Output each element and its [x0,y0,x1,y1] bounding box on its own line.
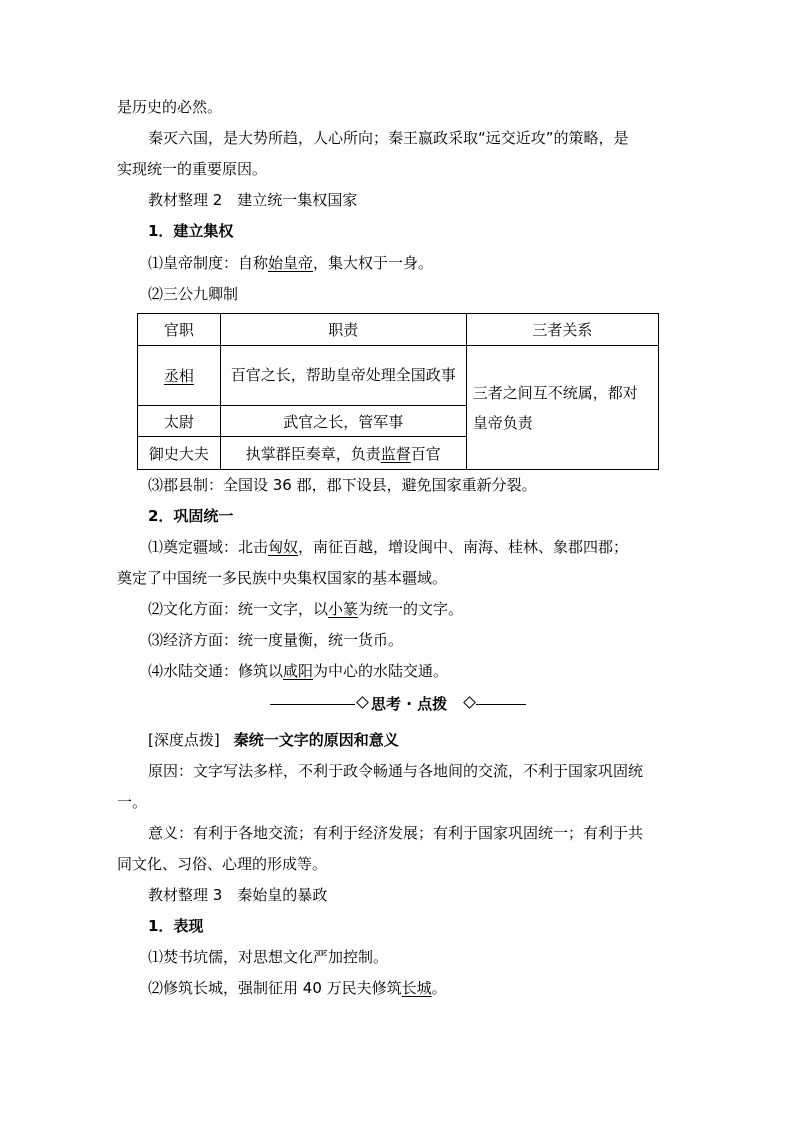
underlined-term: 始皇帝 [268,254,314,272]
deep-heading [148,730,399,750]
item-text: ⑵修筑长城，强制征用 40 万民夫修筑 [148,979,402,997]
officials-table [137,313,659,470]
header-cell: 三者关系 [466,314,658,346]
table-row [138,346,659,406]
underlined-term: 丞相 [163,367,194,385]
header-cell: 官职 [138,314,221,346]
divider-rule [476,704,526,705]
underlined-term: 长城 [401,979,432,997]
list-item: ⑶郡县制：全国设 36 郡，郡下设县，避免国家重新分裂。 [148,476,537,494]
subsection-heading: 2．巩固统一 [148,507,234,525]
duty-text: 百官 [410,444,441,463]
list-item [148,661,448,681]
list-item: ⑵三公九卿制 [148,285,239,303]
text-line: 一。 [117,793,148,811]
think-label: 思考 · 点拨 [371,695,448,713]
list-item: ⑶经济方面：统一度量衡，统一货币。 [148,631,404,649]
relation-text: 三者之间互不统属，都对 [472,383,638,402]
item-text: 为统一的文字。 [358,600,464,618]
section-heading: 教材整理 2 建立统一集权国家 [148,191,358,209]
text-line: 是历史的必然。 [117,98,223,116]
text-line: 秦灭六国，是大势所趋，人心所向；秦王嬴政采取“远交近攻”的策略，是 [148,129,629,147]
underlined-term: 小篆 [328,600,359,618]
list-item [148,253,433,273]
list-item [148,537,628,557]
title-cell: 御史大夫 [138,437,221,470]
item-text: 。 [431,979,447,997]
title-cell: 太尉 [138,406,221,437]
divider-rule [270,704,355,705]
duty-cell [220,437,466,470]
item-text: 为中心的水陆交通。 [313,662,449,680]
item-text: ⑴皇帝制度：自称 [148,254,269,272]
think-divider [270,694,532,714]
underlined-term: 监督 [380,444,411,463]
subsection-heading: 1．表现 [148,917,204,935]
subsection-heading: 1．建立集权 [148,222,234,240]
list-item [148,599,463,619]
text-line: 意义：有利于各地交流；有利于经济发展；有利于国家巩固统一；有利于共 [148,824,644,842]
text-line: 实现统一的重要原因。 [117,160,268,178]
item-text: ⑷水陆交通：修筑以 [148,662,284,680]
list-item: ⑴焚书坑儒，对思想文化严加控制。 [148,948,389,966]
duty-cell: 武官之长，管军事 [220,406,466,437]
table-header-row [138,314,659,346]
title-cell [138,346,221,406]
deep-title: 秦统一文字的原因和意义 [233,731,399,749]
section-heading: 教材整理 3 秦始皇的暴政 [148,886,328,904]
item-text: ⑴奠定疆域：北击 [148,538,269,556]
diamond-icon [356,696,369,709]
list-item [148,978,447,998]
item-text: ，南征百越，增设闽中、南海、桂林、象郡四郡； [298,538,629,556]
text-line: 原因：文字写法多样，不利于政令畅通与各地间的交流，不利于国家巩固统 [148,762,644,780]
underlined-term: 匈奴 [268,538,299,556]
relation-cell [466,346,658,470]
duty-cell: 百官之长，帮助皇帝处理全国政事 [220,346,466,406]
diamond-icon [463,696,476,709]
relation-text: 皇帝负责 [472,413,533,432]
underlined-term: 咸阳 [283,662,314,680]
text-line: 奠定了中国统一多民族中央集权国家的基本疆域。 [117,569,448,587]
item-text: ⑵文化方面：统一文字，以 [148,600,329,618]
item-text: ，集大权于一身。 [313,254,434,272]
text-line: 同文化、习俗、心理的形成等。 [117,855,328,873]
deep-tag: [深度点拨] [148,731,220,749]
duty-text: 执掌群臣奏章，负责 [245,444,381,463]
header-cell: 职责 [220,314,466,346]
